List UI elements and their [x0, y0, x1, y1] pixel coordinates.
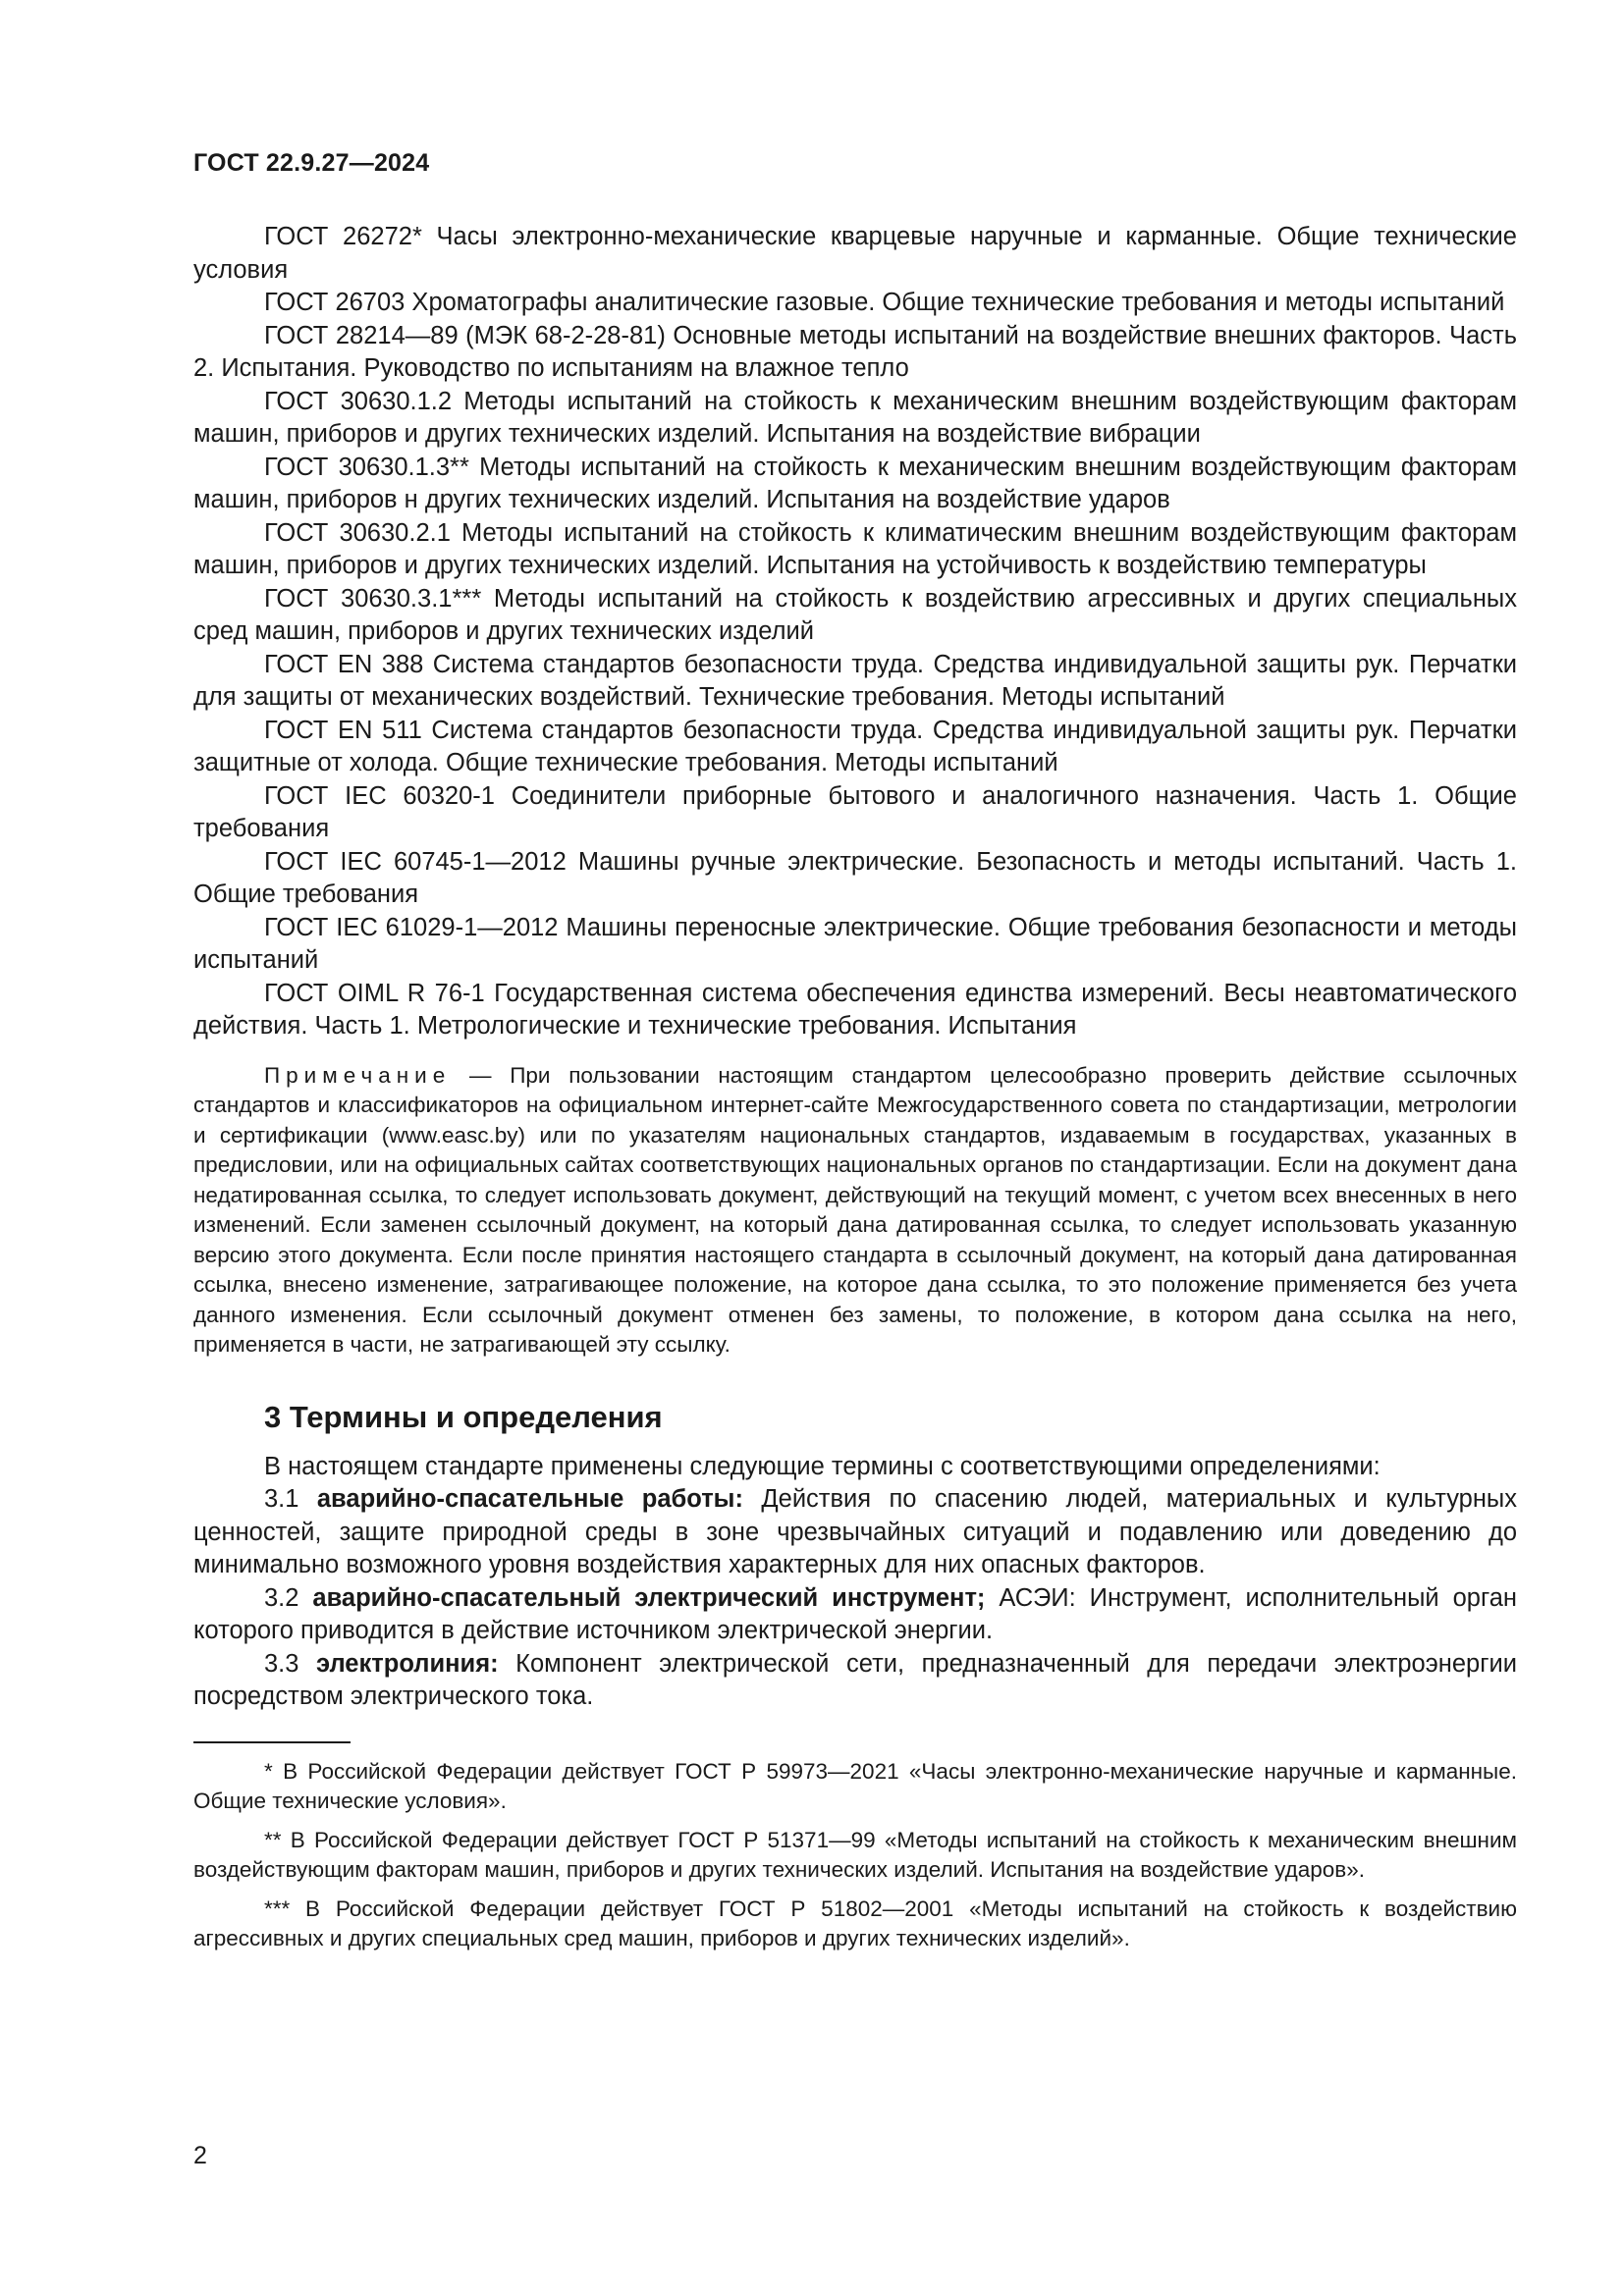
normative-references-list [193, 221, 1517, 1043]
footnote-item: * В Российской Федерации действует ГОСТ Р 59973—2021 «Часы электронно-механические наручные и карманные. Общие технические условия». [193, 1758, 1517, 1813]
footnote-item: *** В Российской Федерации действует ГОСТ Р 51802—2001 «Методы испытаний на стойкость к воздействию агрессивных и других специальных сред машин, приборов и других технических изделий». [193, 1896, 1517, 1950]
term-text: Действия по спасению людей, материальных и культурных ценностей, защите природной среды в зоне чрезвычайных ситуаций и подавлению или доведению до минимально возможного уровня воздействия характерных для них опасных факторов. [193, 1485, 1517, 1578]
term-number: 3.3 [264, 1649, 316, 1678]
term-definition [193, 1483, 1517, 1582]
reference-item: ГОСТ 30630.1.2 Методы испытаний на стойкость к механическим внешним воздействующим факторам машин, приборов и других технических изделий. Испытания на воздействие вибрации [193, 387, 1517, 448]
reference-item: ГОСТ 28214—89 (МЭК 68-2-28-81) Основные методы испытаний на воздействие внешних факторов. Часть 2. Испытания. Руководство по испытаниям на влажное тепло [193, 321, 1517, 382]
document-code-header: ГОСТ 22.9.27—2024 [193, 149, 430, 177]
reference-item: ГОСТ 30630.3.1*** Методы испытаний на стойкость к воздействию агрессивных и других специальных сред машин, приборов и других технических изделий [193, 584, 1517, 645]
section-intro: В настоящем стандарте применены следующие термины с соответствующими определениями: [264, 1452, 1380, 1480]
term-number: 3.1 [264, 1485, 317, 1513]
footnote-divider [193, 1741, 351, 1743]
term-name: электролиния: [316, 1649, 499, 1678]
term-name: аварийно-спасательные работы: [316, 1485, 743, 1513]
reference-item: ГОСТ 30630.1.3** Методы испытаний на стойкость к механическим внешним воздействующим факторам машин, приборов н других технических изделий. Испытания на воздействие ударов [193, 453, 1517, 513]
term-definition [193, 1582, 1517, 1648]
reference-item: ГОСТ OIML R 76-1 Государственная система обеспечения единства измерений. Весы неавтоматического действия. Часть 1. Метрологические и технические требования. Испытания [193, 979, 1517, 1040]
note-label: Примечание [264, 1062, 452, 1088]
term-definition [193, 1648, 1517, 1714]
reference-item: ГОСТ EN 388 Система стандартов безопасности труда. Средства индивидуальной защиты рук. Перчатки для защиты от механических воздействий. Технические требования. Методы испытаний [193, 650, 1517, 711]
footnotes [193, 1757, 1517, 1954]
term-number: 3.2 [264, 1583, 313, 1612]
note-paragraph [193, 1061, 1517, 1361]
reference-item: ГОСТ 26272* Часы электронно-механические кварцевые наручные и карманные. Общие технические условия [193, 223, 1517, 284]
reference-item: ГОСТ IEC 60320-1 Соединители приборные бытового и аналогичного назначения. Часть 1. Общие требования [193, 781, 1517, 842]
footnote-item: ** В Российской Федерации действует ГОСТ Р 51371—99 «Методы испытаний на стойкость к механическим внешним воздействующим факторам машин, приборов и других технических изделий. Испытания на воздействие ударов». [193, 1827, 1517, 1882]
term-text: Компонент электрической сети, предназначенный для передачи электроэнергии посредством электрического тока. [193, 1649, 1517, 1710]
term-name: аварийно-спасательный электрический инструмент; [312, 1583, 986, 1612]
section-heading: 3 Термины и определения [264, 1399, 663, 1434]
reference-item: ГОСТ 30630.2.1 Методы испытаний на стойкость к климатическим внешним воздействующим факторам машин, приборов и других технических изделий. Испытания на устойчивость к воздействию температуры [193, 518, 1517, 579]
reference-item: ГОСТ IEC 61029-1—2012 Машины переносные электрические. Общие требования безопасности и методы испытаний [193, 913, 1517, 974]
page-number: 2 [193, 2142, 207, 2169]
reference-item: ГОСТ EN 511 Система стандартов безопасности труда. Средства индивидуальной защиты рук. Перчатки защитные от холода. Общие технические требования. Методы испытаний [193, 716, 1517, 776]
note-text: — При пользовании настоящим стандартом целесообразно проверить действие ссылочных стандартов и классификаторов на официальном интернет-сайте Межгосударственного совета по стандартизации, метрологии и сертификации (www.easc.by) или по указателям национальных стандартов, издаваемым в государствах, указанных в предисловии, или на официальных сайтах соответствующих национальных органов по стандартизации. Если на документ дана недатированная ссылка, то следует использовать документ, действующий на текущий момент, с учетом всех внесенных в него изменений. Если заменен ссылочный документ, на который дана датированная ссылка, то следует использовать указанную версию этого документа. Если после принятия настоящего стандарта в ссылочный документ, на который дана датированная ссылка, внесено изменение, затрагивающее положение, на которое дана ссылка, то это положение применяется без учета данного изменения. Если ссылочный документ отменен без замены, то положение, в котором дана ссылка на него, применяется в части, не затрагивающей эту ссылку. [193, 1062, 1517, 1357]
document-body [193, 221, 1517, 1963]
term-text: АСЭИ: Инструмент, исполнительный орган которого приводится в действие источником электрической энергии. [193, 1583, 1517, 1644]
reference-item: ГОСТ IEC 60745-1—2012 Машины ручные электрические. Безопасность и методы испытаний. Часть 1. Общие требования [193, 847, 1517, 908]
section-body [193, 1451, 1517, 1714]
reference-item: ГОСТ 26703 Хроматографы аналитические газовые. Общие технические требования и методы испытаний [264, 289, 1505, 316]
